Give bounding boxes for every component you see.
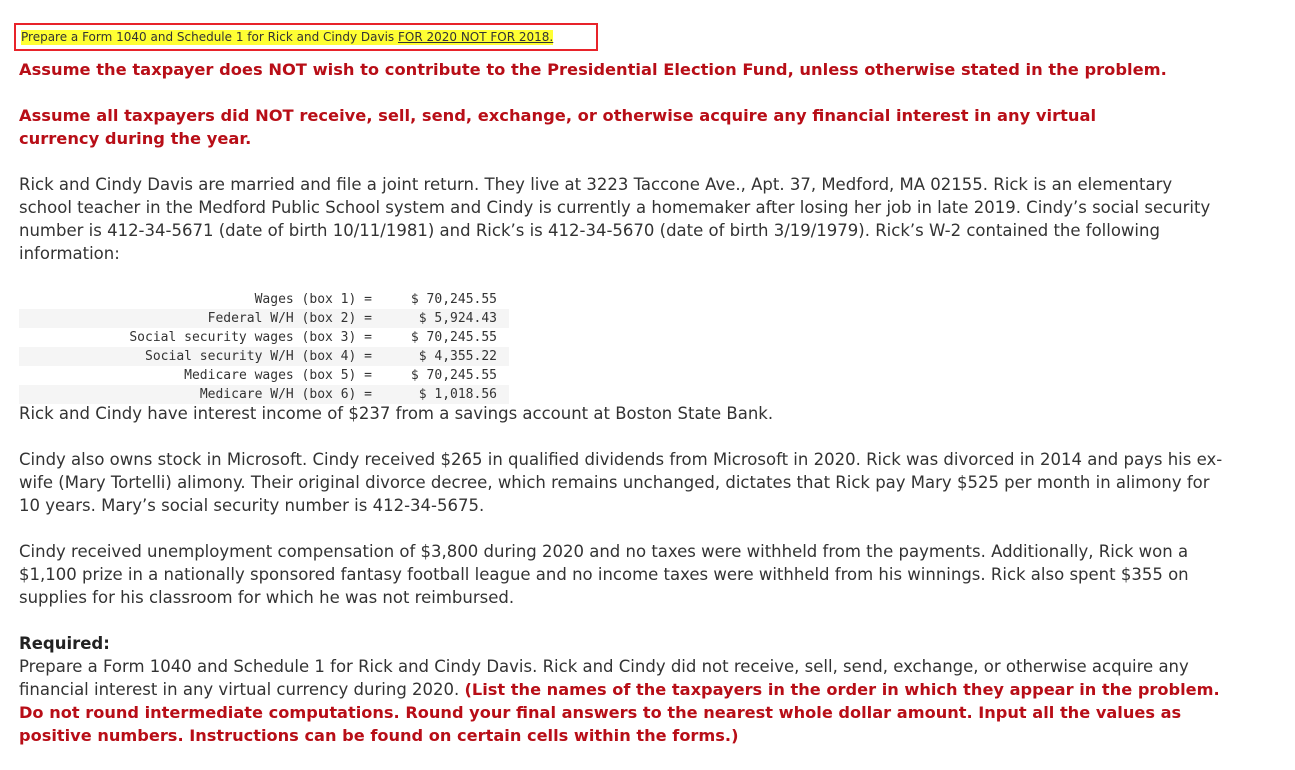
- required-instructions: (List the names of the taxpayers in the order in which they appear in the problem. Do not round intermediate computations. Round your final answers to the nearest whole dollar amount. Input all the values as positive numbers. Instructions can be found on certain cells within the forms.): [19, 680, 1220, 745]
- taxpayer-intro: Rick and Cindy Davis are married and file a joint return. They live at 3223 Taccone Ave., Apt. 37, Medford, MA 02155. Rick is an elementary school teacher in the Medford Public School system and Cindy is currently a homemaker after losing her job in late 2019. Cindy’s social security number is 412-34-5671 (date of birth 10/11/1981) and Rick’s is 412-34-5670 (date of birth 3/19/1979). Rick’s W-2 contained the following information:: [19, 175, 1211, 263]
- table-row: [19, 309, 509, 328]
- w2-value: $ 4,355.22: [380, 347, 509, 366]
- required-section: [19, 632, 1224, 747]
- title-prefix: Prepare a Form 1040 and Schedule 1 for Rick and Cindy Davis: [21, 29, 398, 44]
- interest-paragraph: Rick and Cindy have interest income of $237 from a savings account at Boston State Bank.: [19, 404, 774, 423]
- dividends-alimony-paragraph: Cindy also owns stock in Microsoft. Cindy received $265 in qualified dividends from Microsoft in 2020. Rick was divorced in 2014 and pays his ex-wife (Mary Tortelli) alimony. Their original divorce decree, which remains unchanged, dictates that Rick pay Mary $525 per month in alimony for 10 years. Mary’s social security number is 412-34-5675.: [19, 450, 1223, 515]
- w2-value: $ 70,245.55: [410, 292, 497, 307]
- w2-value: $ 70,245.55: [410, 330, 497, 345]
- w2-label: Wages (box 1) =: [254, 292, 372, 307]
- w2-label: Social security wages (box 3) =: [129, 330, 372, 345]
- w2-label: Medicare W/H (box 6) =: [19, 385, 380, 404]
- w2-value: $ 70,245.55: [410, 368, 497, 383]
- w2-label: Federal W/H (box 2) =: [19, 309, 380, 328]
- w2-value: $ 5,924.43: [380, 309, 509, 328]
- w2-value: $ 1,018.56: [380, 385, 509, 404]
- election-fund-assumption: Assume the taxpayer does NOT wish to contribute to the Presidential Election Fund, unless otherwise stated in the problem.: [19, 60, 1167, 79]
- title-year-emphasis: FOR 2020 NOT FOR 2018.: [397, 29, 554, 44]
- unemployment-paragraph: Cindy received unemployment compensation of $3,800 during 2020 and no taxes were withheld from the payments. Additionally, Rick won a $1,100 prize in a nationally sponsored fantasy football league and no income taxes were withheld from his winnings. Rick also spent $355 on supplies for his classroom for which he was not reimbursed.: [19, 542, 1189, 607]
- title-highlight-box: [14, 23, 598, 51]
- w2-table: [19, 290, 509, 404]
- w2-label: Social security W/H (box 4) =: [19, 347, 380, 366]
- table-row: [19, 366, 509, 385]
- w2-label: Medicare wages (box 5) =: [184, 368, 372, 383]
- problem-title: [21, 30, 553, 45]
- required-heading: Required:: [19, 634, 110, 653]
- table-row: [19, 290, 509, 309]
- table-row: [19, 347, 509, 366]
- virtual-currency-assumption: Assume all taxpayers did NOT receive, sell, send, exchange, or otherwise acquire any financial interest in any virtual currency during the year.: [19, 106, 1097, 148]
- table-row: [19, 328, 509, 347]
- required-text: Prepare a Form 1040 and Schedule 1 for Rick and Cindy Davis. Rick and Cindy did not receive, sell, send, exchange, or otherwise acquire any financial interest in any virtual currency during 2020.: [19, 657, 1189, 699]
